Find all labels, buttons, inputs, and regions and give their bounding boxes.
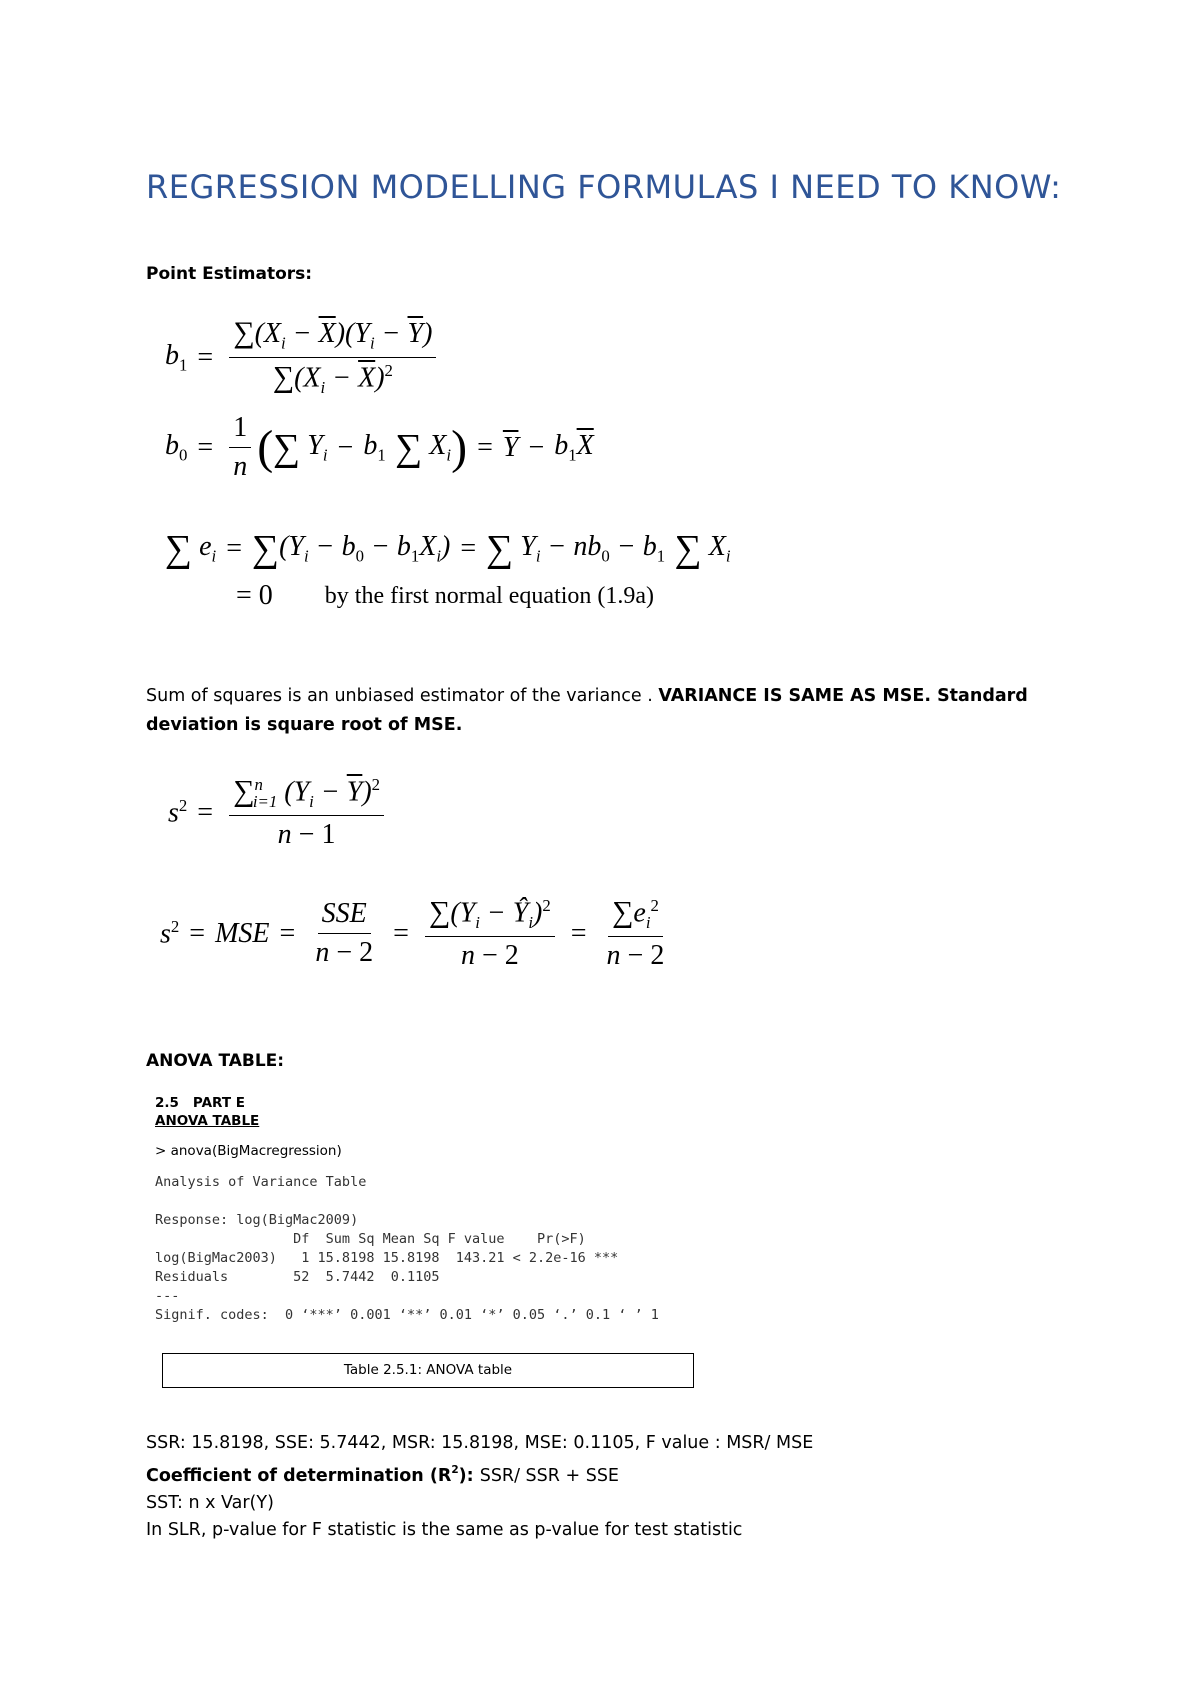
first-normal-equation: = 0 by the first normal equation (1.9a) xyxy=(236,580,655,611)
summary-line-pvalue: In SLR, p-value for F statistic is the same as p-value for test statistic xyxy=(146,1520,743,1541)
b1-formula: $b_1$ = $\frac{\sum(X_i - \overline{X})(Y_i - \overline{Y})}{\sum(X_i - \overline{X})^2}$ xyxy=(165,318,442,398)
page-title: REGRESSION MODELLING FORMULAS I NEED TO KNOW: xyxy=(146,168,1062,206)
point-estimators-heading: Point Estimators: xyxy=(146,264,313,284)
table-caption-box xyxy=(162,1353,694,1388)
r-output: Analysis of Variance Table Response: log(BigMac2009) Df Sum Sq Mean Sq F value Pr(>F) log(BigMac2003) 1 15.8198 15.8198 143.21 < 2.2e-16 *** Residuals 52 5.7442 0.1105 --- Signif. codes: 0 ‘***’ 0.001 ‘**’ 0.01 ‘*’ 0.05 ‘.’ 0.1 ‘ ’ 1 xyxy=(155,1174,659,1323)
summary-line-sst: SST: n x Var(Y) xyxy=(146,1492,274,1513)
anova-section-header: 2.5 PART E xyxy=(155,1095,245,1111)
anova-heading: ANOVA TABLE: xyxy=(146,1051,285,1071)
sample-variance-formula: $s^2$ = $\frac{\sum^n_{i=1} (Y_i - \overline{Y})^2}{n - 1}$ xyxy=(168,775,390,851)
b0-formula: $b_0$ = $\frac{1}{n}$ ( ∑ $Y_i$ − $b_1$ ∑ $X_i$ ) = $\overline{Y}$ − $b_1\overline{X}$ xyxy=(165,412,594,482)
mse-formula: $s^2$ = MSE = $\frac{\text{SSE}}{n - 2}$ = $\frac{\sum(Y_i - Ŷ_i)^2}{n - 2}$ = $\frac{\sum e_i^2}{n - 2}$ xyxy=(160,895,665,971)
r-command: > anova(BigMacregression) xyxy=(155,1143,342,1159)
summary-line-r2: Coefficient of determination $(R^2)$: SSR/ SSR + SSE xyxy=(146,1464,619,1486)
summary-lines xyxy=(146,1430,813,1545)
table-caption: Table 2.5.1: ANOVA table xyxy=(343,1362,513,1378)
variance-mse-text: VARIANCE IS SAME AS MSE. Standard deviation is square root of MSE. xyxy=(146,686,1028,735)
anova-subtitle: ANOVA TABLE xyxy=(155,1113,260,1129)
sum-of-squares-paragraph xyxy=(146,682,1046,740)
first-normal-text: by the first normal equation (1.9a) xyxy=(324,582,655,609)
residual-sum-formula: ∑ $e_i$ = ∑ $(Y_i - b_0 - b_1X_i)$ = ∑ $Y_i - nb_0 - b_1$ ∑ $X_i$ xyxy=(165,528,731,570)
anova-screenshot xyxy=(155,1095,715,1325)
sum-of-squares-text: Sum of squares is an unbiased estimator of the variance . xyxy=(146,686,659,706)
summary-line-values: SSR: 15.8198, SSE: 5.7442, MSR: 15.8198, MSE: 0.1105, F value : MSR/ MSE xyxy=(146,1433,814,1453)
